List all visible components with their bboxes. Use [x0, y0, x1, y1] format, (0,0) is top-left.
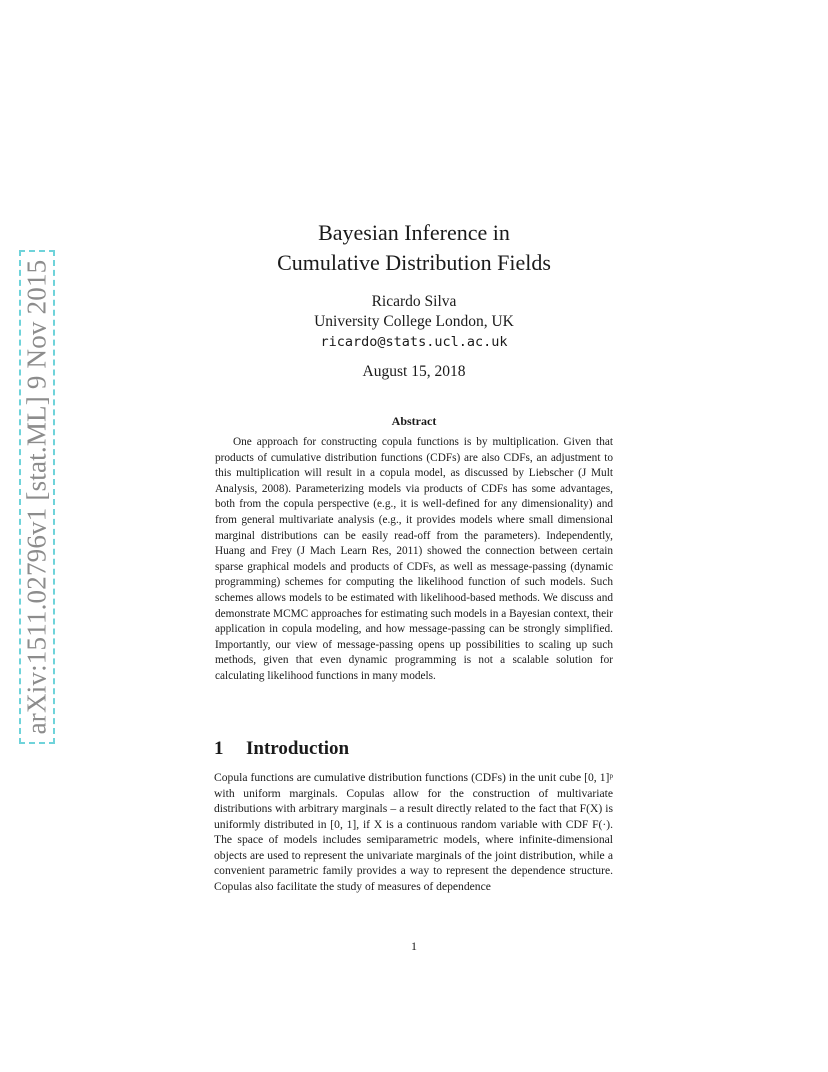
- section-heading-introduction: [214, 738, 349, 760]
- author-email: ricardo@stats.ucl.ac.uk: [320, 334, 508, 350]
- arxiv-stamp: [19, 250, 55, 744]
- author-affiliation: University College London, UK: [314, 313, 514, 330]
- title-line-1: Bayesian Inference in: [318, 220, 510, 245]
- abstract-heading: Abstract: [391, 414, 437, 428]
- section-title: Introduction: [246, 738, 350, 759]
- author-name: Ricardo Silva: [371, 293, 457, 310]
- title-line-2: Cumulative Distribution Fields: [277, 250, 551, 275]
- abstract-text: One approach for constructing copula functions is by multiplication. Given that products of cumulative distribution functions (CDFs) are also CDFs, an adjustment to this multiplication will result in a copula model, as discussed by Liebscher (J Mult Analysis, 2008). Parameterizing models via products of CDFs has some advantages, both from the copula perspective (e.g., it is well-defined for any dimensionality) and from general multivariate analysis (e.g., it provides models where small dimensional marginal distributions can be easily read-off from the parameters). Independently, Huang and Frey (J Mach Learn Res, 2011) showed the connection between certain sparse graphical models and products of CDFs, as well as message-passing (dynamic programming) schemes for computing the likelihood function of such models. Such schemes allows models to be estimated with likelihood-based methods. We discuss and demonstrate MCMC approaches for estimating such models in a Bayesian context, their application in copula modeling, and how message-passing can be strongly simplified. Importantly, our view of message-passing opens up possibilities to scaling up such methods, given that even dynamic programming is not a scalable solution for calculating likelihood functions in many models.: [215, 436, 613, 682]
- introduction-text: Copula functions are cumulative distribution functions (CDFs) in the unit cube [0, 1]ᵖ with uniform marginals. Copulas allow for the construction of multivariate distributions with arbitrary marginals – a result directly related to the fact that F(X) is uniformly distributed in [0, 1], if X is a continuous random variable with CDF F(·). The space of models includes semiparametric models, where infinite-dimensional objects are used to represent the univariate marginals of the joint distribution, while a convenient parametric family provides a way to represent the dependence structure. Copulas also facilitate the study of measures of dependence: [214, 771, 613, 893]
- author-block: [214, 292, 614, 352]
- arxiv-identifier: arXiv:1511.02796v1 [stat.ML] 9 Nov 2015: [21, 259, 52, 735]
- paper-title: [214, 218, 614, 278]
- section-number: 1: [214, 738, 224, 759]
- paper-date: August 15, 2018: [362, 363, 466, 380]
- page-number: 1: [411, 939, 417, 953]
